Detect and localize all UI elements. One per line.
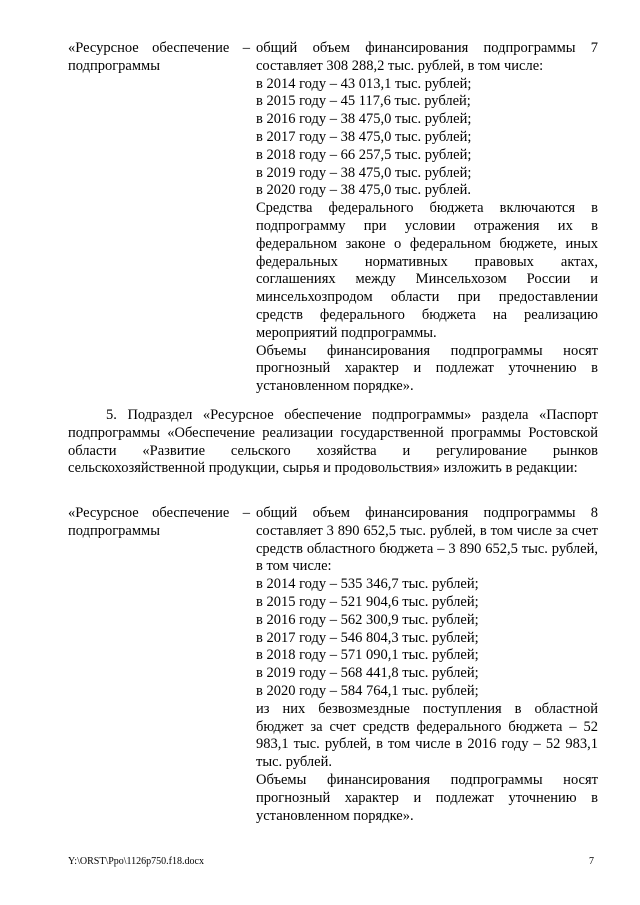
resource-content: [256, 40, 598, 396]
section-5-paragraph: 5. Подраздел «Ресурсное обеспечение подпрограммы» раздела «Паспорт подпрограммы «Обеспечение реализации государственной программы Ростовской области «Развитие сельского хозяйства и регулирование рынков сельскохозяйственной продукции, сырья и продовольствия» изложить в редакции:: [68, 407, 598, 477]
year-line: в 2020 году – 584 764,1 тыс. рублей;: [256, 682, 479, 699]
closing-note: Объемы финансирования подпрограммы носят прогнозный характер и подлежат уточнению в установленном порядке».: [256, 342, 598, 395]
year-line: в 2018 году – 571 090,1 тыс. рублей;: [256, 647, 479, 664]
year-line: в 2017 году – 38 475,0 тыс. рублей;: [256, 128, 472, 145]
financing-intro: общий объем финансирования подпрограммы 7 составляет 308 288,2 тыс. рублей, в том числе:: [256, 40, 598, 74]
year-line: в 2020 году – 38 475,0 тыс. рублей.: [256, 182, 471, 199]
financing-intro: общий объем финансирования подпрограммы 8 составляет 3 890 652,5 тыс. рублей, в том числе за счет средств областного бюджета – 3 890 652,5 тыс. рублей, в том числе:: [256, 505, 598, 575]
year-line: в 2019 году – 38 475,0 тыс. рублей;: [256, 164, 472, 181]
resource-label: «Ресурсное обеспечение – подпрограммы: [68, 40, 250, 74]
resource-label: «Ресурсное обеспечение – подпрограммы: [68, 505, 250, 539]
year-line: в 2016 году – 562 300,9 тыс. рублей;: [256, 611, 479, 628]
federal-budget-note: из них безвозмездные поступления в областной бюджет за счет средств федерального бюджета – 52 983,1 тыс. рублей, в том числе в 2016 году – 52 983,1 тыс. рублей.: [256, 700, 598, 771]
year-line: в 2019 году – 568 441,8 тыс. рублей;: [256, 665, 479, 682]
federal-budget-note: Средства федерального бюджета включаются в подпрограмму при условии отражения их в федеральном законе о федеральном бюджете, иных федеральных нормативных правовых актах, соглашениях между Минсельхозом России и минсельхозпродом области при предоставлении средств федерального бюджета на реализацию мероприятий подпрограммы.: [256, 200, 598, 341]
year-line: в 2015 году – 521 904,6 тыс. рублей;: [256, 593, 479, 610]
year-line: в 2015 году – 45 117,6 тыс. рублей;: [256, 93, 471, 110]
year-line: в 2014 году – 535 346,7 тыс. рублей;: [256, 576, 479, 593]
page-number: 7: [589, 856, 594, 867]
year-line: в 2017 году – 546 804,3 тыс. рублей;: [256, 629, 479, 646]
footer-file-path: Y:\ORST\Ppo\1126p750.f18.docx: [68, 856, 204, 867]
year-line: в 2018 году – 66 257,5 тыс. рублей;: [256, 146, 472, 163]
year-line: в 2016 году – 38 475,0 тыс. рублей;: [256, 111, 472, 128]
resource-content: [256, 505, 598, 825]
closing-note: Объемы финансирования подпрограммы носят прогнозный характер и подлежат уточнению в установленном порядке».: [256, 771, 598, 824]
year-line: в 2014 году – 43 013,1 тыс. рублей;: [256, 75, 472, 92]
